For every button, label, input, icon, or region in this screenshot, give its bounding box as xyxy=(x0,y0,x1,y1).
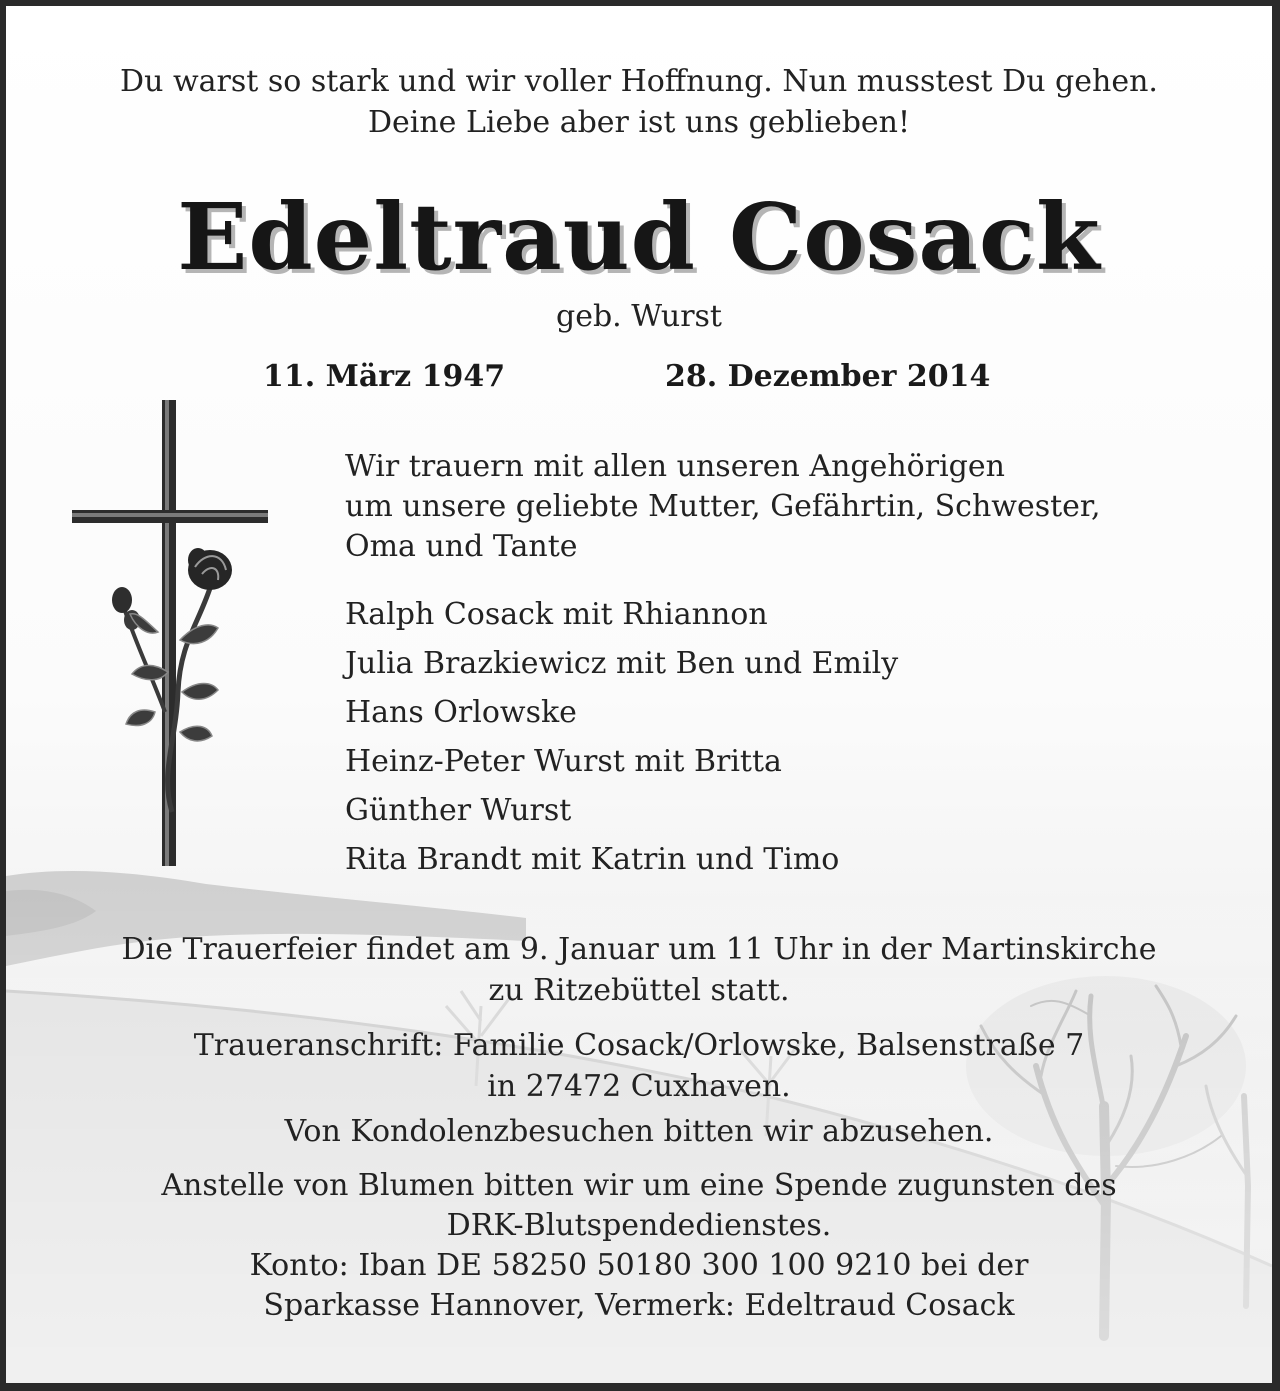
donation-line: Sparkasse Hannover, Vermerk: Edeltraud Cosack xyxy=(263,1288,1015,1323)
family-member: Heinz-Peter Wurst mit Britta xyxy=(345,744,782,779)
address-line: in 27472 Cuxhaven. xyxy=(487,1069,791,1104)
funeral-info xyxy=(6,929,1272,1011)
family-member: Rita Brandt mit Katrin und Timo xyxy=(345,842,840,877)
family-list xyxy=(345,590,898,884)
donation-line: Konto: Iban DE 58250 50180 300 100 9210 bei der xyxy=(249,1248,1029,1283)
donation-line: DRK-Blutspendedienstes. xyxy=(446,1208,832,1243)
date-of-death: 28. Dezember 2014 xyxy=(665,359,991,394)
mourning-line: um unsere geliebte Mutter, Gefährtin, Schwester, xyxy=(345,489,1101,524)
funeral-line: zu Ritzebüttel statt. xyxy=(488,973,790,1008)
family-member: Ralph Cosack mit Rhiannon xyxy=(345,597,768,632)
motto-line: Du warst so stark und wir voller Hoffnung. Nun musstest Du gehen. xyxy=(120,64,1158,99)
cross-with-rose-icon xyxy=(60,392,270,872)
motto-line: Deine Liebe aber ist uns geblieben! xyxy=(367,105,911,140)
donation-line: Anstelle von Blumen bitten wir um eine Spende zugunsten des xyxy=(161,1168,1117,1203)
mourning-address xyxy=(6,1025,1272,1107)
birth-name: geb. Wurst xyxy=(556,299,722,334)
family-member: Hans Orlowske xyxy=(345,695,577,730)
condolence-note: Von Kondolenzbesuchen bitten wir abzusehen. xyxy=(284,1114,994,1149)
deceased-name: Edeltraud Cosack xyxy=(177,183,1101,291)
address-line: Traueranschrift: Familie Cosack/Orlowske, Balsenstraße 7 xyxy=(193,1028,1085,1063)
family-member: Günther Wurst xyxy=(345,793,572,828)
mourning-line: Oma und Tante xyxy=(345,529,578,564)
funeral-line: Die Trauerfeier findet am 9. Januar um 11 Uhr in der Martinskirche xyxy=(121,932,1157,967)
motto xyxy=(6,61,1272,143)
family-member: Julia Brazkiewicz mit Ben und Emily xyxy=(345,646,899,681)
obituary-notice xyxy=(6,6,1272,1383)
date-of-birth: 11. März 1947 xyxy=(263,359,506,394)
mourning-line: Wir trauern mit allen unseren Angehörigen xyxy=(345,449,1005,484)
mourning-statement xyxy=(345,447,1101,567)
donation-request xyxy=(6,1166,1272,1326)
